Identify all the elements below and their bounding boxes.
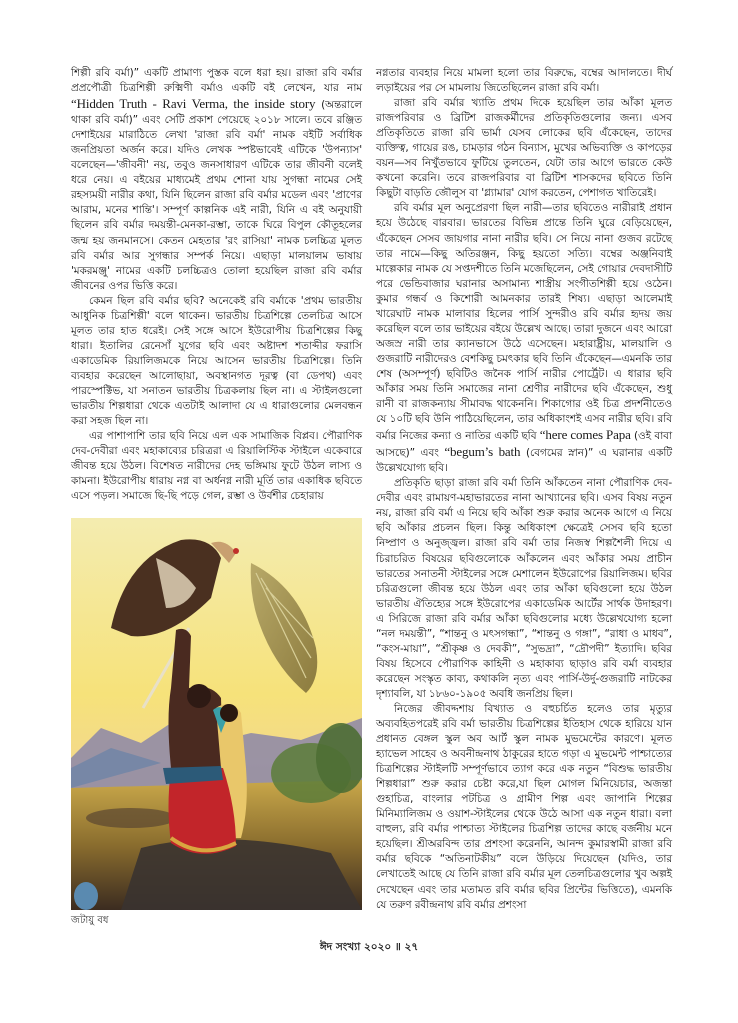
english-title: “Hidden Truth - Ravi Verma, the inside story xyxy=(71,96,316,112)
cactus xyxy=(74,882,98,910)
paragraph-text: শিল্পী রবি বর্মা)” একটি প্রামাণ্য পুস্তক বলে ধরা হয়। রাজা রবি বর্মার প্রপ্রপৌত্রী চিত্রশিল্পী রুক্মিণী বর্মাও একটি বই লেখেন, যার নাম xyxy=(71,67,362,95)
left-text-column xyxy=(71,66,362,504)
paragraph-text: (অন্তরালে থাকা রবি বর্মা)” এবং সেটি প্রকাশ পেয়েছে ২০১৮ সালে। তবে রঞ্জিত দেশাইয়ের মারাঠিতে লেখা 'রাজা রবি বর্মা' নামক বইটি সর্বাধিক জনপ্রিয়তা অর্জন করে। যদিও লেখক স্পষ্টভাবেই এটিকে 'উপন্যাস' বলেছেন—'জীবনী' নয়, তবুও জনসাধারণ এটিকে তার জীবনী বলেই ধরে নেয়। এ বইয়ের মাধ্যমেই প্রথম শোনা যায় সুগন্ধা নামের সেই রহস্যময়ী নারীর কথা, যিনি ছিলেন রাজা রবি বর্মার মডেল এবং 'প্রাণের আরাম, মনের শান্তি'। সম্পূর্ণ কাল্পনিক এই নারী, যিনি এ বই অনুযায়ী ছিলেন রবি বর্মার দময়ন্তী-মেনকা-রম্ভা, তাকে ঘিরে বিপুল কৌতূহলের জন্ম হয় জনমানসে। কেতন মেহতার 'রং রাসিয়া' নামক চলচ্চিত্র মূলত রবি বর্মার আর সুগন্ধার সম্পর্ক নিয়ে। এছাড়া মালয়ালম ভাষায় 'মকরমঞ্জু' নামের একটি চলচ্চিত্রও তোলা হয়েছিল রাজা রবি বর্মার জীবনের ওপর ভিত্তি করে। xyxy=(71,99,362,292)
paragraph: এর পাশাপাশি তার ছবি নিয়ে এল এক সামাজিক বিপ্লব। পৌরাণিক দেব-দেবীরা এবং মহাকাব্যের চরিত্ররা এ রিয়ালিস্টিক স্টাইলে একেবারে জীবন্ত হয়ে উঠল। বিশেষত নারীদের দেহ ভঙ্গিমায় ফুটে উঠল লাস্য ও কামনা। ইউরোপীয় ধারায় নগ্ন বা অর্ধনগ্ন নারী মূর্তি তার একাধিক ছবিতে এসে পড়ল। সমাজে ছি-ছি পড়ে গেল, রম্ভা ও উর্বশীর চেহারায় xyxy=(71,430,362,503)
english-title: “begum’s bath xyxy=(444,444,521,460)
figure-caption: জটায়ু বধ xyxy=(71,915,109,926)
right-text-column xyxy=(376,66,672,913)
paragraph: রাজা রবি বর্মার খ্যাতি প্রথম দিকে হয়েছিল তার আঁকা মূলত রাজপরিবার ও ব্রিটিশ রাজকর্মীদের প্রতিকৃতিগুলোর জন্য। এসব প্রতিকৃতিতে রাজা রবি ভার্মা যেসব লোকের ছবি এঁকেছেন, তাদের ব্যক্তিত্ব, গায়ের রঙ, চামড়ার গঠন বিন্যাস, মুখের অভিব্যক্তি ও কাপড়ের বয়ন—সব নিখুঁতভাবে ফুটিয়ে তুলতেন, যেটা তার আগে ভারতে কেউ কখনো করেনি। তবে রাজপরিবার বা ব্রিটিশ শাসকদের ছবিতে তিনি কিছুটা বাড়তি জৌলুস বা 'গ্ল্যামার' যোগ করতেন, পেশাগত খাতিরেই। xyxy=(376,97,672,200)
paragraph-text: (ওই বাবা আসছে)” এবং xyxy=(376,430,673,460)
paragraph-text: (বেগমের স্নান)” এ ঘরানার একটি উল্লেখযোগ্য ছবি। xyxy=(376,447,672,475)
paragraph: প্রতিকৃতি ছাড়া রাজা রবি বর্মা তিনি আঁকতেন নানা পৌরাণিক দেব-দেবীর এবং রামায়ণ-মহাভারতের নানা আখ্যানের ছবি। এসব বিষয় নতুন নয়, রাজা রবি বর্মা এ নিয়ে ছবি আঁকা শুরু করার অনেক আগে এ নিয়ে ছবি আঁকার প্রচলন ছিল। কিন্তু অধিকাংশ ক্ষেত্রেই সেসব ছবি হতো নিষ্প্রাণ ও অনুজ্জ্বল। রাজা রবি বর্মা তার নিজস্ব শিল্পশৈলী দিয়ে এ চিরাচরিত বিষয়ের ছবিগুলোকে আঁকলেন এবং আঁকার সময় প্রাচীন ভারতের সনাতনী স্টাইলের সঙ্গে মেশালেন ইউরোপের রিয়ালিজম। ছবির চরিত্রগুলো জীবন্ত হয়ে উঠল এবং তার আঁকা ছবিগুলো হয়ে উঠল ভারতীয় ঐতিহ্যের সঙ্গে ইউরোপের একাডেমিক আর্টের সার্থক উদাহরণ। এ সিরিজে রাজা রবি বর্মার আঁকা ছবিগুলোর মধ্যে উল্লেখযোগ্য হলো “নল দময়ন্তী”, “শান্তনু ও মৎসগন্ধা”, “শান্তনু ও গঙ্গা”, “রাধা ও মাধব”, “কংস-মায়া”, “শ্রীকৃষ্ণ ও দেবকী”, “সুভদ্রা”, “দ্রৌপদী” ইত্যাদি। ছবির বিষয় হিসেবে পৌরাণিক কাহিনী ও মহাকাব্য ছাড়াও রবি বর্মা ব্যবহার করেছেন সংস্কৃত কাব্য, কথাকলি নৃত্য এবং পার্সি-উর্দু-গুজরাটি নাটকের দৃশ্যাবলি, যা ১৮৬০-১৯০৫ অবধি জনপ্রিয় ছিল। xyxy=(376,477,672,700)
paragraph xyxy=(71,66,362,294)
painting-jatayu-vadh xyxy=(71,518,362,910)
paragraph: নগ্নতার ব্যবহার নিয়ে মামলা হলো তার বিরুদ্ধে, বম্বের আদালতে। দীর্ঘ লড়াইয়ের পর সে মামলায় জিতেছিলেন রাজা রবি বর্মা। xyxy=(376,67,672,95)
paragraph: কেমন ছিল রবি বর্মার ছবি? অনেকেই রবি বর্মাকে 'প্রথম ভারতীয় আধুনিক চিত্রশিল্পী' বলে থাকেন। ভারতীয় চিত্রশিল্পে তেলচিত্র আসে মূলত তার হাত ধরেই। সেই সঙ্গে আসে ইউরোপীয় চিত্রশিল্পের কিছু ধারা। ইতালির রেনেসাঁ যুগের ছবি এবং অষ্টাদশ শতাব্দীর ফরাসি একাডেমিক রিয়ালিজমকে নিয়ে আসেন ভারতীয় চিত্রশিল্পে। তিনি ব্যবহার করেছেন আলোছায়া, অবস্থানগত দূরত্ব (বা ডেপথ) এবং পারস্পেক্টিভ, যা সনাতন ভারতীয় চিত্রকলায় ছিল না। এ স্টাইলগুলো ভারতীয় শিল্পধারা থেকে এতটাই আলাদা যে এ ধারাগুলোর মেলবন্ধন করা সহজ ছিল না। xyxy=(71,294,362,428)
page-footer: ঈদ সংখ্যা ২০২০ ॥ ২৭ xyxy=(319,941,419,953)
paragraph-text: রবি বর্মার মূল অনুপ্রেরণা ছিল নারী—তার ছবিতেও নারীরাই প্রধান হয়ে উঠেছে বারবার। ভারতের বিভিন্ন প্রান্তে তিনি ঘুরে বেড়িয়েছেন, এঁকেছেন সেসব জায়গার নানা নারীর ছবি। সে নিয়ে নানা গুজব রটেছে তার নামে—কিছু অতিরঞ্জন, কিছু হয়তো সত্যি। বম্বের অঞ্জনিবাই মাল্পেকার নামক যে সপ্তদশীতে তিনি মজেছিলেন, সেই গোয়ার দেবদাসীটি পরে ভেন্ডিবাজার ঘরানার অসামান্য শাস্ত্রীয় সংগীতশিল্পী হয়ে ওঠেন। কুমার গন্ধর্ব ও কিশোরী আমনকার তারই শিষ্য। এছাড়া আলেমাই খারেঘাট নামক মালাবার হিলের পার্সি সুন্দরীও রবি বর্মার হৃদয় জয় করেছিল বলে তার ভাইয়ের বইয়ে উল্লেখ আছে। তারা দুজনে এবং আরো অজস্র নারী তার ক্যানভাসে উঠে এসেছেন। মহারাষ্ট্রীয়, মালয়ালি ও গুজরাটি নারীদেরও বেশকিছু চমৎকার ছবি তিনি এঁকেছেন—এমনকি তার শেষ (অসম্পূর্ণ) ছবিটিও জনৈক পার্সি নারীর পোর্ট্রেট। এ ধারার ছবি আঁকার সময় তিনি সমাজের নানা শ্রেণীর নারীদের ছবি এঁকেছেন, শুধু রানী বা রাজকন্যায় সীমাবদ্ধ থাকেননি। শিকাগোর ওই চিত্র প্রদর্শনীতেও যে ১০টি ছবি উনি পাঠিয়েছিলেন, তার অধিকাংশই এসব নারীর ছবি। রবি বর্মার নিজের কন্যা ও নাতির একটি ছবি xyxy=(376,202,672,443)
paragraph: নিজের জীবদ্দশায় বিখ্যাত ও বহুচর্চিত হলেও তার মৃত্যুর অব্যবহিতপরেই রবি বর্মা ভারতীয় চিত্রশিল্পের ইতিহাস থেকে হারিয়ে যান প্রধানত বেঙ্গল স্কুল অব আর্ট স্কুল নামক মুভমেন্টের কারণে। মূলত হ্যাভেল সাহেব ও অবনীন্দ্রনাথ ঠাকুরের হাতে গড়া এ মুভমেন্ট পাশ্চাত্যের চিত্রশিল্পের স্টাইলটি সম্পূর্ণভাবে ত্যাগ করে এক নতুন “বিশুদ্ধ ভারতীয় শিল্পধারা” শুরু করার চেষ্টা করে,যা ছিল মোগল মিনিয়েচার, অজন্তা গুহাচিত্র, বাংলার পটচিত্র ও গ্রামীণ শিল্প এবং জাপানি শিল্পের মিনিম্যালিজম ও ওয়াশ-স্টাইলের থেকে উঠে আসা এক নতুন ধারা। বলা বাহুল্য, রবি বর্মার পাশ্চাত্য স্টাইলের চিত্রশিল্প তাদের কাছে বর্জনীয় মনে হয়েছিল। শ্রীঅরবিন্দ তার প্রশংসা করেননি, আনন্দ কুমারস্বামী রাজা রবি বর্মার ছবিকে “অতিনাটকীয়” বলে উড়িয়ে দিয়েছেন (যদিও, তার লেখাতেই আছে যে তিনি রাজা রবি বর্মার মূল তেলচিত্রগুলোর খুব অল্পই দেখেছেন এবং তার মতামত রবি বর্মার ছবির প্রিন্টের ভিত্তিতে), এমনকি যে তরুণ রবীন্দ্রনাথ রবি বর্মার প্রশংসা xyxy=(376,702,672,911)
painting-figure xyxy=(71,518,362,910)
english-title: “here comes Papa xyxy=(539,427,631,443)
paragraph xyxy=(376,201,672,476)
